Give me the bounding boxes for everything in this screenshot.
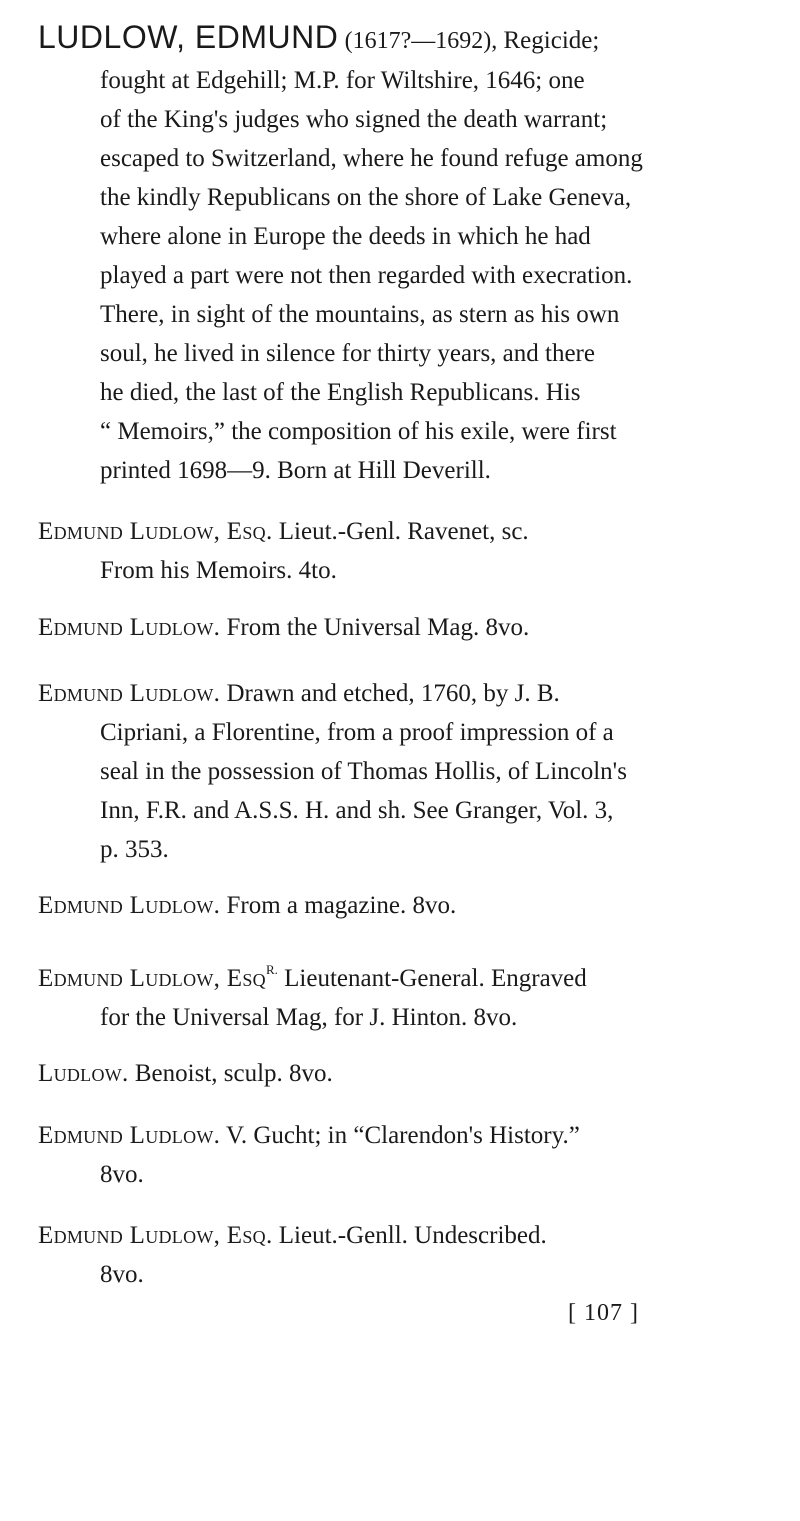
subject-name-heading: LUDLOW, EDMUND [38,19,339,55]
biography-line: Regicide; [503,27,600,54]
portrait-entry [38,950,772,1037]
entry-continuation: 8vo. [100,1161,144,1188]
entry-title: Edmund Ludlow, Esq. [38,518,273,545]
entry-continuation: for the Universal Mag, for J. Hinton. 8vo. [100,1004,518,1031]
entry-title-superscript: R. [265,962,278,977]
entry-title: Edmund Ludlow, Esq. [38,1222,273,1249]
biography-paragraph [38,18,772,490]
biography-line: the kindly Republicans on the shore of Lake Geneva, [100,184,632,211]
entry-title: Edmund Ludlow, Esq [38,965,266,992]
page-number: [ 107 ] [568,1300,639,1326]
entry-continuation: Inn, F.R. and A.S.S. H. and sh. See Granger, Vol. 3, [100,797,614,824]
entry-description: Lieut.-Genl. Ravenet, sc. [278,518,529,545]
entry-title: Edmund Ludlow. [38,680,221,707]
biography-line: played a part were not then regarded with execration. [100,262,633,289]
entry-continuation: 8vo. [100,1261,144,1288]
portrait-entry [38,674,772,869]
entry-description: From the Universal Mag. 8vo. [226,614,530,641]
entry-continuation: From his Memoirs. 4to. [100,557,337,584]
biography-line: escaped to Switzerland, where he found refuge among [100,145,643,172]
entry-description: Benoist, sculp. 8vo. [134,1060,333,1087]
subject-dates: (1617?—1692), [344,28,498,54]
biography-line: “ Memoirs,” the composition of his exile, were first [100,418,617,445]
biography-line: fought at Edgehill; M.P. for Wiltshire, 1646; one [100,67,585,94]
portrait-entry [38,1054,772,1093]
biography-line: There, in sight of the mountains, as stern as his own [100,301,620,328]
entry-title: Edmund Ludlow. [38,614,221,641]
entry-continuation: seal in the possession of Thomas Hollis, of Lincoln's [100,758,627,785]
portrait-entry [38,608,772,647]
biography-line: of the King's judges who signed the death warrant; [100,106,608,133]
portrait-entry [38,886,772,925]
entry-title: Ludlow. [38,1060,129,1087]
entry-description: From a magazine. 8vo. [226,892,457,919]
portrait-entry [38,1216,772,1294]
entry-description: Drawn and etched, 1760, by J. B. [226,680,560,707]
entry-description: Lieut.-Genll. Undescribed. [278,1222,547,1249]
entry-continuation: Cipriani, a Florentine, from a proof impression of a [100,719,614,746]
entry-continuation: p. 353. [100,836,169,863]
biography-line: printed 1698—9. Born at Hill Deverill. [100,457,491,484]
biography-line: soul, he lived in silence for thirty years, and there [100,340,595,367]
biography-line: where alone in Europe the deeds in which he had [100,223,591,250]
entry-description: V. Gucht; in “Clarendon's History.” [226,1122,580,1149]
entry-title: Edmund Ludlow. [38,892,221,919]
portrait-entry [38,1116,772,1194]
biography-first-line [38,18,772,61]
biography-line: he died, the last of the English Republicans. His [100,379,581,406]
entry-title: Edmund Ludlow. [38,1122,221,1149]
entry-description: Lieutenant-General. Engraved [284,965,587,992]
portrait-entry [38,512,772,590]
